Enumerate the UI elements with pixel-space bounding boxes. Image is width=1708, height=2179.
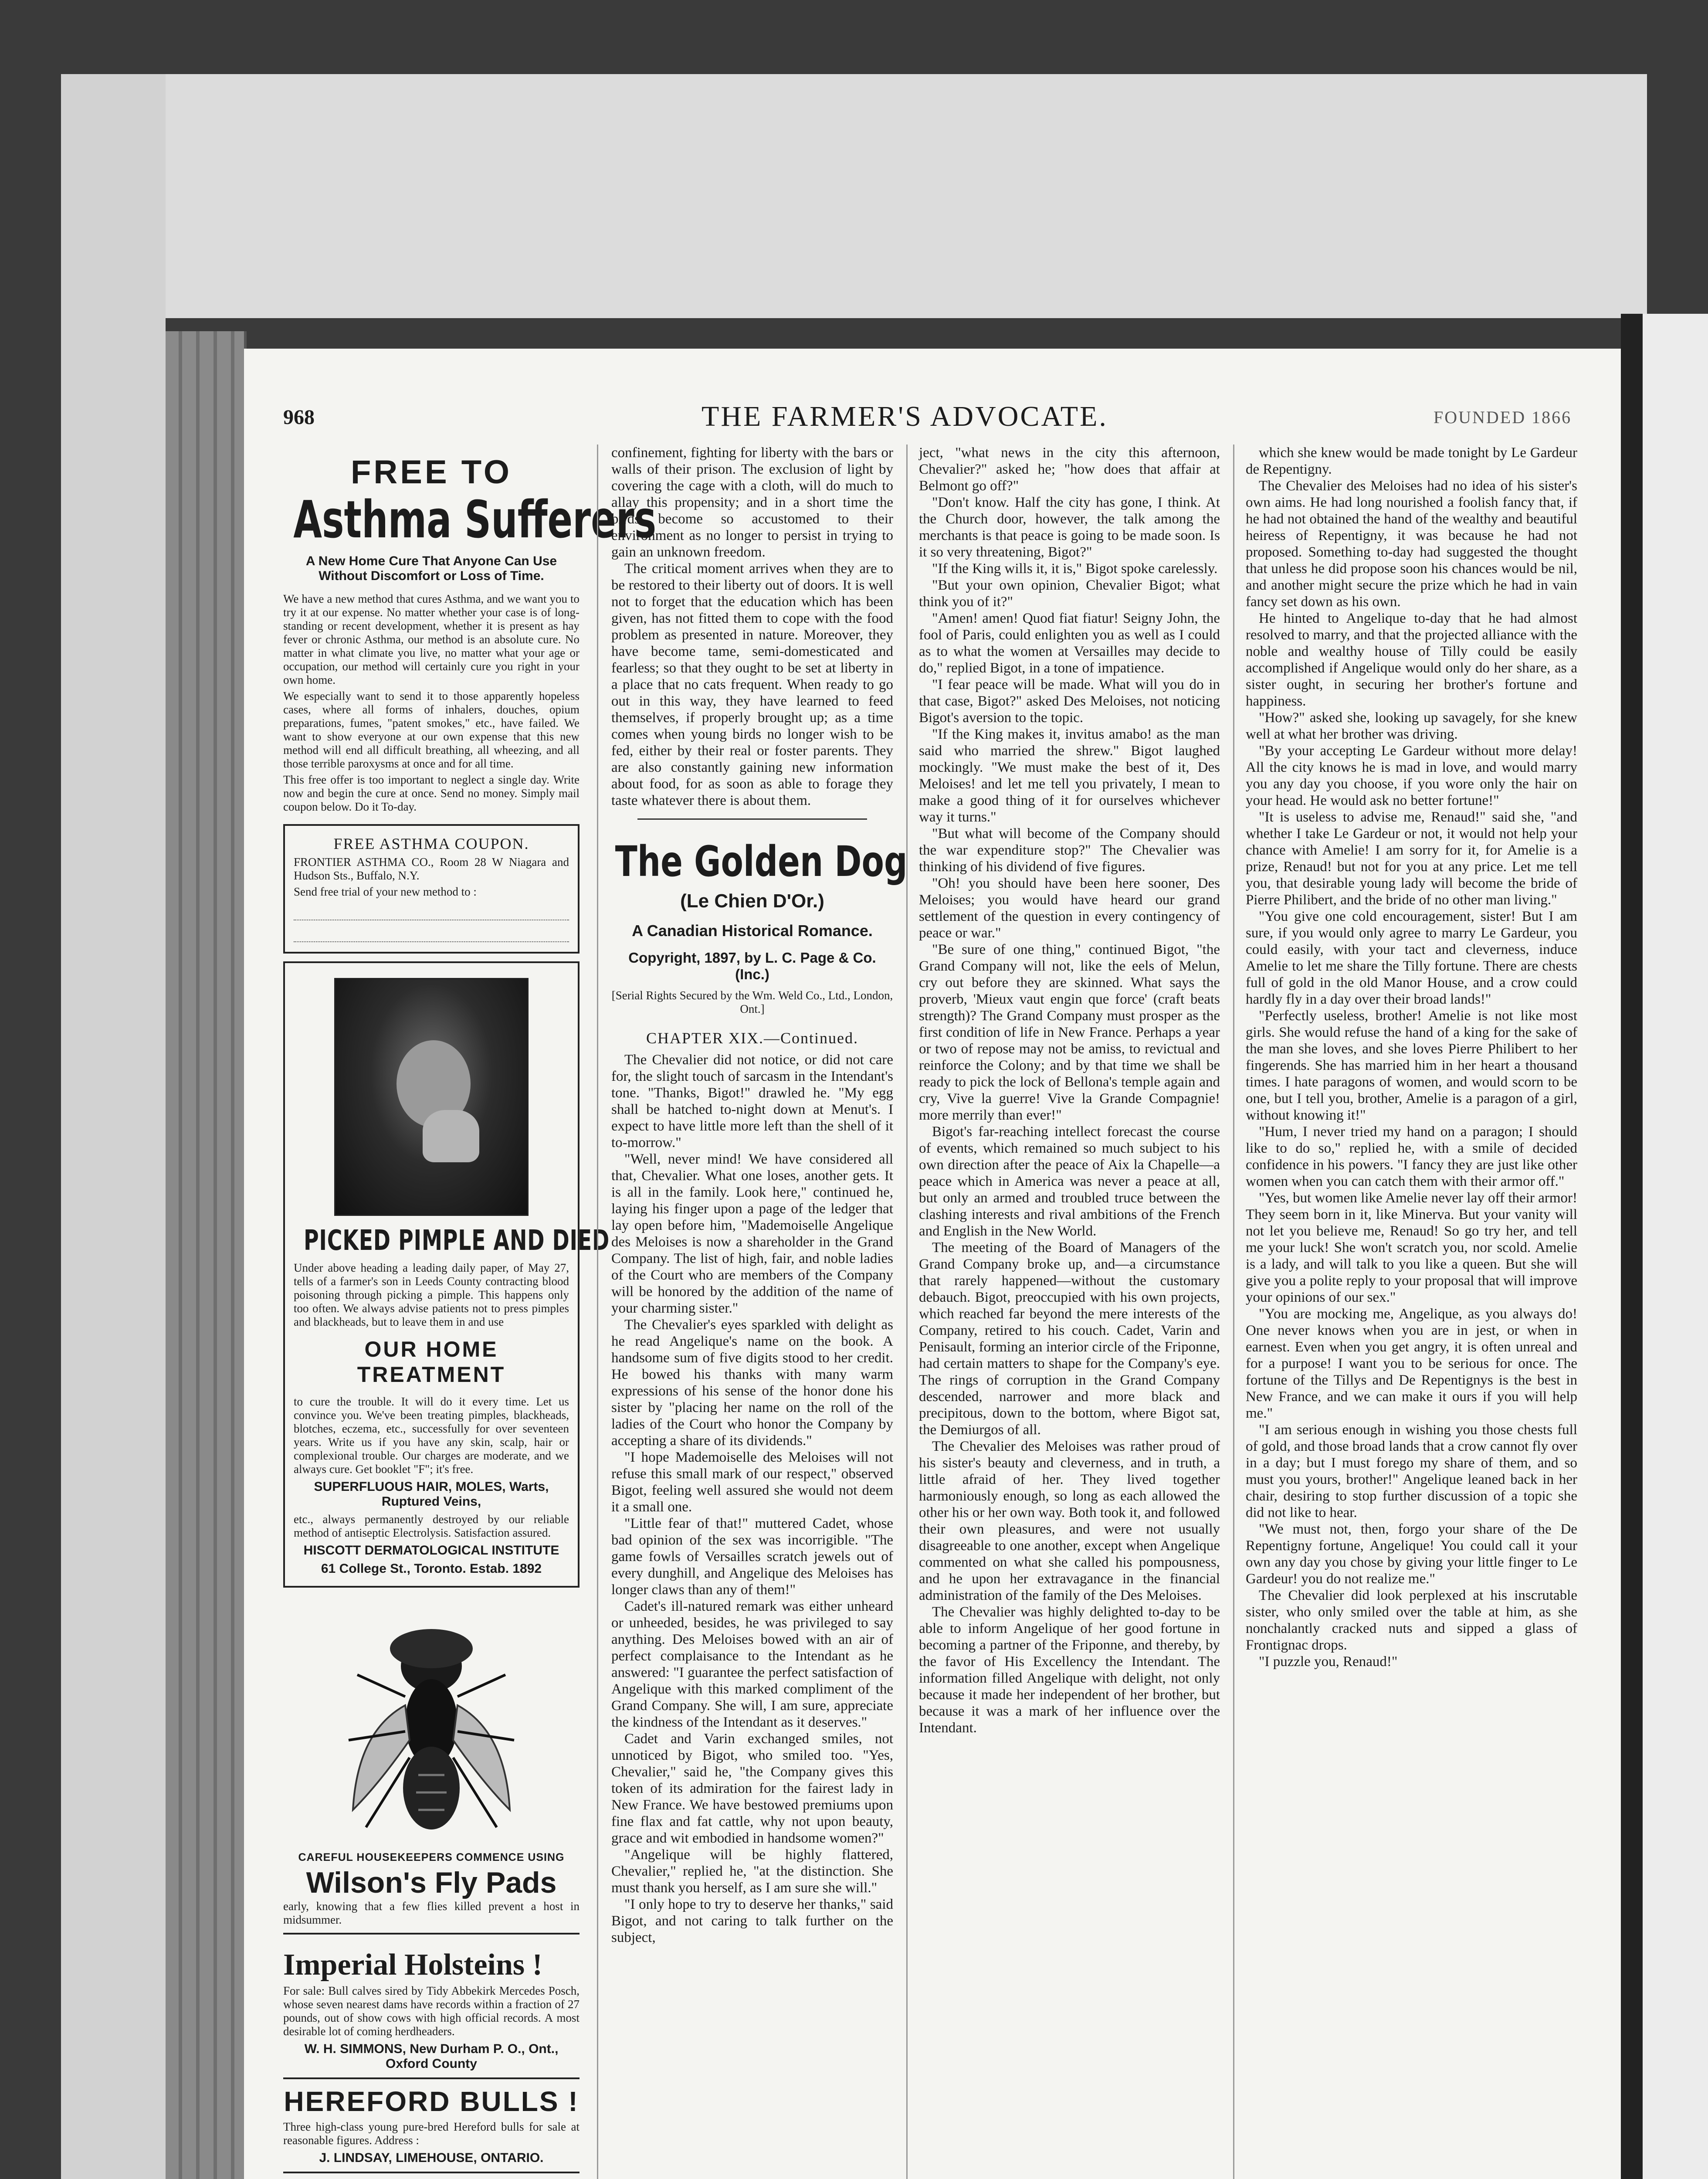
- scan-border-top: [61, 74, 1647, 318]
- story-paragraph: "I only hope to try to deserve her thanks," said Bigot, and not caring to talk further on the subject,: [611, 1897, 893, 1945]
- article-text: confinement, fighting for liberty with the bars or walls of their prison. The exclusion of light by covering the cage with a cloth, will do much to allay this propensity; and in a short time the birds become so accustomed to their environment as no longer to persist in trying to gain an unknown freedom.: [611, 445, 893, 560]
- story-column-1: [597, 445, 908, 2179]
- story-paragraph: "I hope Mademoiselle des Meloises will not refuse this small mark of our respect," observed Bigot, feeling well assured she would not deem it a small one.: [611, 1449, 893, 1515]
- holsteins-ad: [283, 1948, 580, 2071]
- story-paragraph: which she knew would be made tonight by Le Gardeur de Repentigny.: [1246, 445, 1577, 477]
- story-paragraphs: [611, 1052, 893, 1946]
- asthma-subhead: A New Home Cure That Anyone Can Use Without Discomfort or Loss of Time.: [305, 554, 557, 583]
- story-paragraph: "If the King makes it, invitus amabo! as the man said who married the shrew." Bigot laughed mockingly. "We must make the best of it, Des Meloises! and let me tell you privately, I mean to make a good thing of it for ourselves whichever way it turns.": [919, 726, 1220, 825]
- adjacent-page-edge: [1643, 314, 1708, 2179]
- story-paragraph: "Yes, but women like Amelie never lay off their armor! They seem born in it, like Minerva. But your vanity will not let you believe me, Renaud! So go try her, and tell me your luck! She won't scratch you, nor scold. Amelie is a lady, and will talk to you like a queen. But she will give you a polite reply to your proposal that will improve your opinions of our sex.": [1246, 1190, 1577, 1305]
- story-paragraph: He hinted to Angelique to-day that he had almost resolved to marry, and that the projected alliance with the noble and wealthy house of Tilly could be easily accomplished if Angelique would only do her share, as a sister ought, in securing her brother's fortune and happiness.: [1246, 611, 1577, 709]
- story-paragraphs: [919, 445, 1220, 1736]
- home-treatment-heading: OUR HOME TREATMENT: [357, 1337, 506, 1387]
- story-paragraph: "Perfectly useless, brother! Amelie is not like most girls. She would refuse the hand of a king for the sake of the man she loves, and she loves Pierre Philibert to her fingerends. She has married him in her heart a thousand times. I hate paragons of women, and would scorn to be one, but I tell you, brother, Amelie is a paragon of a girl, without knowing it!": [1246, 1008, 1577, 1123]
- story-paragraph: The Chevalier's eyes sparkled with delight as he read Angelique's name on the book. A handsome sum of five digits stood to her credit. He bowed his thanks with many warm expressions of his sense of the honor done his sister by "placing her name on the roll of the ladies of the Court who honor the Company by accepting a share of its dividends.": [611, 1317, 893, 1449]
- hereford-headline: HEREFORD BULLS !: [284, 2086, 579, 2117]
- story-paragraph: Bigot's far-reaching intellect forecast the course of events, which remained so much subject to his own direction after the peace of Aix la Chapelle—a peace which in America was never a peace at all, but only an armed and troubled truce between the clashing interests and rival ambitions of the French and English in the New World.: [919, 1124, 1220, 1239]
- story-paragraph: The Chevalier was highly delighted to-day to be able to inform Angelique of her good fortune in becoming a partner of the Friponne, and thereby, by the favor of His Excellency the Intendant. The information filled Angelique with delight, not only because it made her independent of her brother, but because it was a mark of her influence over the Intendant.: [919, 1604, 1220, 1736]
- page-title: THE FARMER'S ADVOCATE.: [702, 401, 1108, 432]
- story-paragraph: ject, "what news in the city this afternoon, Chevalier?" asked he; "how does that affair at Belmont go off?": [919, 445, 1220, 494]
- coupon-blank-line: [294, 924, 569, 942]
- page-number: 968: [283, 406, 315, 429]
- story-paragraph: The Chevalier did not notice, or did not care for, the slight touch of sarcasm in the Intendant's tone. "Thanks, Bigot!" drawled he. "My egg shall be hatched to-night down at Menut's. I expect to have little more left than the shell of it to-morrow.": [611, 1052, 893, 1151]
- ad-divider: [283, 2172, 580, 2173]
- superfluous-hair-rest: etc., always permanently destroyed by our reliable method of antiseptic Electrolysis. Satisfaction assured.: [294, 1513, 569, 1539]
- asthma-ad: [283, 453, 657, 814]
- institute-address: 61 College St., Toronto. Estab. 1892: [321, 1561, 542, 1576]
- story-paragraph: "Amen! amen! Quod fiat fiatur! Seigny John, the fool of Paris, could enlighten you as well as I could as to what the women at Versailles may decide to do," replied Bigot, in a tone of impatience.: [919, 611, 1220, 676]
- pimple-ad: [283, 961, 610, 1588]
- story-subtitle: (Le Chien D'Or.): [680, 890, 824, 912]
- asthma-headline: Asthma Sufferers: [293, 489, 657, 550]
- holsteins-contact: W. H. SIMMONS, New Durham P. O., Ont., Oxford County: [304, 2042, 559, 2071]
- story-column-2: [906, 445, 1220, 2179]
- story-paragraph: "If the King wills it, it is," Bigot spoke carelessly.: [932, 561, 1218, 577]
- story-paragraph: The Chevalier did look perplexed at his inscrutable sister, who only smiled over the table at him, as she nonchalantly cracked nuts and sipped a glass of Frontignac drops.: [1246, 1588, 1577, 1653]
- story-paragraph: "You give one cold encouragement, sister! But I am sure, if you would only agree to marry Le Gardeur, you could easily, with your tact and cleverness, induce Amelie to let me share the Tilly fortune. There are chests full of gold in the old Manor House, and a crow could hardly fly in a day over their broad lands!": [1246, 909, 1577, 1007]
- story-paragraph: "It is useless to advise me, Renaud!" said she, "and whether I take Le Gardeur or not, it would not help your chance with Amelie! I am sorry for it, for Amelie is a prize, Renaud! but not for you at any price. Let me tell you, that desirable young lady will become the bride of Pierre Philibert, and the bride of no other man living.": [1246, 809, 1577, 908]
- chapter-heading: CHAPTER XIX.—Continued.: [646, 1029, 858, 1047]
- story-paragraph: "But your own opinion, Chevalier Bigot; what think you of it?": [919, 577, 1220, 610]
- story-paragraph: "But what will become of the Company should the war expenditure stop?" The Chevalier was thinking of his dividend of five figures.: [919, 826, 1220, 875]
- holsteins-headline: Imperial Holsteins !: [283, 1948, 542, 1982]
- story-paragraph: "Angelique will be highly flattered, Chevalier," replied he, "at the distinction. She must thank you herself, as I am sure she will.": [611, 1847, 893, 1896]
- section-divider: [637, 818, 867, 820]
- portrait-hand: [423, 1110, 479, 1162]
- superfluous-hair-line: SUPERFLUOUS HAIR, MOLES, Warts, Ruptured Veins,: [314, 1480, 549, 1509]
- coupon-blank-line: [294, 902, 569, 920]
- fly-pads-ad: [283, 1851, 580, 1927]
- story-copyright: Copyright, 1897, by L. C. Page & Co. (Inc.): [628, 950, 876, 982]
- hereford-contact: J. LINDSAY, LIMEHOUSE, ONTARIO.: [319, 2151, 544, 2165]
- coupon-instruction: Send free trial of your new method to :: [294, 885, 477, 898]
- story-column-3: [1233, 445, 1577, 2179]
- story-paragraph: "By your accepting Le Gardeur without more delay! All the city knows he is mad in love, and would marry you any day you choose, if you wore only the hair on your head. He would ask no better fortune!": [1246, 743, 1577, 808]
- holsteins-body: For sale: Bull calves sired by Tidy Abbekirk Mercedes Posch, whose seven nearest dams have records within a fraction of 27 pounds, out of show cows with high official records. A most desirable lot of coming herdheaders.: [283, 1984, 580, 2038]
- asthma-body-3: This free offer is too important to neglect a single day. Write now and begin the cure at once. Send no money. Simply mail coupon below. Do it To-day.: [283, 773, 580, 813]
- story-paragraphs: [1246, 445, 1577, 1670]
- woman-portrait-image: [334, 978, 529, 1216]
- story-paragraph: "Hum, I never tried my hand on a paragon; I should like to do so," replied he, with a smile of decided confidence in his powers. "I fancy they are just like other women when you can catch them with their armor off.": [1246, 1124, 1577, 1189]
- story-paragraph: The meeting of the Board of Managers of the Grand Company broke up, and—a circumstance that rarely happened—without the customary debauch. Bigot, preoccupied with his own projects, which reached far beyond the mere interests of the Company, retired to his couch. Cadet, Varin and Penisault, forming an interior circle of the Friponne, had certain matters to shape for the Company's eye. The rings of corruption in the Grand Company descended, narrower and more black and precipitous, down to the bottom, where Bigot sat, the Demiurgos of all.: [919, 1240, 1220, 1438]
- story-tagline: A Canadian Historical Romance.: [632, 922, 873, 940]
- book-spine: [166, 331, 247, 2179]
- founded-line: FOUNDED 1866: [1434, 407, 1572, 427]
- institute-name: HISCOTT DERMATOLOGICAL INSTITUTE: [303, 1543, 559, 1558]
- fly-illustration: [283, 1601, 580, 1847]
- story-paragraph: Cadet and Varin exchanged smiles, not unnoticed by Bigot, who smiled too. "Yes, Chevalier," said he, "the Company gives this token of its admiration for the fairest lady in New France. We have bestowed premiums upon fine flax and fat cattle, why not upon beauty, grace and wit embodied in handsome women?": [611, 1731, 893, 1846]
- fly-pads-body: early, knowing that a few flies killed prevent a host in midsummer.: [283, 1900, 580, 1926]
- article-text: The critical moment arrives when they are to be restored to their liberty out of doors. It is well not to forget that the education which has been given, has not fitted them to cope with the food problem as presented in nature. Moreover, they have become tame, semi-domesticated and fearless; so that they ought to be set at liberty in a place that no cats frequent. When ready to go out in this way, they have learned to feed themselves, if properly brought up; as a time comes when young birds no longer wish to be fed, either by their real or foster parents. They are also constantly gaining new information about food, for as soon as able to forage they taste whatever there is about them.: [611, 561, 893, 808]
- story-paragraph: "We must not, then, forgo your share of the De Repentigny fortune, Angelique! You could call it your own any day you chose by giving your little finger to Le Gardeur! you do not realize me.": [1246, 1521, 1577, 1587]
- story-serial-rights: [Serial Rights Secured by the Wm. Weld Co., Ltd., London, Ont.]: [611, 989, 893, 1015]
- asthma-free-to: FREE TO: [351, 454, 512, 491]
- hereford-ad: [283, 2085, 580, 2165]
- asthma-coupon: [283, 824, 580, 954]
- hereford-body: Three high-class young pure-bred Hereford bulls for sale at reasonable figures. Address :: [283, 2120, 580, 2147]
- coupon-address: FRONTIER ASTHMA CO., Room 28 W Niagara and Hudson Sts., Buffalo, N.Y.: [294, 855, 569, 882]
- story-paragraph: "Be sure of one thing," continued Bigot, "the Grand Company will not, like the eels of Melun, cry out before they are skinned. What says the proverb, 'Mieux vaut engin que force' (craft beats strength)? The Grand Company must prosper as the first condition of life in New France. Perhaps a year or two of repose may not be amiss, to revictual and reinforce the Colony; and by that time we shall be ready to pick the lock of Bellona's temple again and cry, Vive la guerre! Vive la Grande Compagnie! more merrily than ever!": [919, 942, 1220, 1123]
- newspaper-page: [244, 349, 1621, 2179]
- story-paragraph: "Oh! you should have been here sooner, Des Meloises; you would have heard our grand settlement of the question in every contingency of peace or war.": [919, 876, 1220, 941]
- story-paragraph: "I am serious enough in wishing you those chests full of gold, and those broad lands that a crow cannot fly over in a day; but I must forego my share of them, and so must you yours, brother!" Angelique leaned back in her chair, desiring to stop further discussion of a topic she did not like to hear.: [1246, 1422, 1577, 1521]
- story-paragraph: "You are mocking me, Angelique, as you always do! One never knows when you are in jest, or when in earnest. Even when you get angry, it is often unreal and for a purpose! I want you to be serious for once. The fortune of the Tillys and De Repentignys is the best in New France, and we can make it ours if you will help me.": [1246, 1306, 1577, 1421]
- fly-careful-line: CAREFUL HOUSEKEEPERS COMMENCE USING: [298, 1851, 565, 1863]
- fly-pads-product: Wilson's Fly Pads: [306, 1866, 557, 1899]
- scan-border-left: [61, 74, 166, 2179]
- story-paragraph: "Little fear of that!" muttered Cadet, whose bad opinion of the sex was incorrigible. "The game fowls of Versailles scratch jewels out of every dunghill, and Angelique des Meloises has longer claws than any of them!": [611, 1516, 893, 1598]
- story-paragraph: The Chevalier des Meloises was rather proud of his sister's beauty and cleverness, and in truth, a little afraid of her. They lived together harmoniously enough, so long as each allowed the other his or her own way. Both took it, and followed their own pleasures, and were not usually disagreeable to one another, except when Angelique commented on what she called his pompousness, and he upon her extravagance in the financial administration of the family of the Des Meloises.: [919, 1439, 1220, 1603]
- fly-icon: [340, 1601, 523, 1845]
- story-paragraph: "Don't know. Half the city has gone, I think. At the Church door, however, the talk among the merchants is that peace is going to be made soon. Is it so very threatening, Bigot?": [919, 495, 1220, 560]
- story-paragraph: "Well, never mind! We have considered all that, Chevalier. What one loses, another gets. It is all in the family. Look here," continued he, laying his finger upon a page of the ledger that lay open before him, "Mademoiselle Angelique des Meloises is now a shareholder in the Grand Company. The list of high, fair, and noble ladies of the Court who are members of the Company will be honored by the addition of the name of your charming sister.": [611, 1151, 893, 1316]
- pimple-body: to cure the trouble. It will do it every time. Let us convince you. We've been treating pimples, blackheads, blotches, eczema, etc., successfully for over seventeen years. Write us if you have any skin, scalp, hair or complexional trouble. Our charges are moderate, and we always cure. Get booklet "F"; it's free.: [294, 1395, 569, 1476]
- story-paragraph: "I fear peace will be made. What will you do in that case, Bigot?" asked Des Meloises, not noticing Bigot's aversion to the topic.: [919, 677, 1220, 726]
- asthma-body-1: We have a new method that cures Asthma, and we want you to try it at our expense. No matter whether your case is of long-standing or recent development, whether it is present as hay fever or chronic Asthma, our method is an absolute cure. No matter in what climate you live, no matter what your age or occupation, our method will certainly cure you right in your own home.: [283, 592, 580, 686]
- ad-column: [283, 445, 657, 2179]
- story-paragraph: Cadet's ill-natured remark was either unheard or unheeded, besides, he was privileged to say anything. Des Meloises bowed with an air of perfect complaisance to the Intendant as he answered: "I guarantee the perfect satisfaction of Angelique with this marked compliment of the Grand Company. She will, I am sure, appreciate the kindness of the Intendant as it deserves.": [611, 1599, 893, 1730]
- story-paragraph: "I puzzle you, Renaud!": [1259, 1654, 1398, 1670]
- coupon-title: FREE ASTHMA COUPON.: [333, 835, 529, 852]
- asthma-body-2: We especially want to send it to those apparently hopeless cases, where all forms of inhalers, douches, opium preparations, fumes, "patent smokes," etc., have failed. We want to show everyone at our own expense that this new method will end all difficult breathing, all wheezing, and all those terrible paroxysms at once and for all time.: [283, 689, 580, 770]
- story-paragraph: The Chevalier des Meloises had no idea of his sister's own aims. He had long nourished a foolish fancy that, if he had not obtained the hand of the wealthy and beautiful heiress of Repentigny, it was because he had not proposed. Something to-day had suggested the thought that unless he did propose soon his chances would be nil, and another might secure the prize which he had in vain fancy set down as his own.: [1246, 478, 1577, 610]
- ad-divider: [283, 2077, 580, 2079]
- story-title: The Golden Dog: [615, 837, 908, 886]
- pimple-intro: Under above heading a leading daily paper, of May 27, tells of a farmer's son in Leeds County contracting blood poisoning through picking a pimple. This happens only too often. We always advise patients not to press pimples and blackheads, but to leave them in and use: [294, 1261, 569, 1328]
- ad-divider: [283, 1933, 580, 1935]
- story-paragraph: "How?" asked she, looking up savagely, for she knew well at what her brother was driving.: [1246, 710, 1577, 742]
- pimple-headline: PICKED PIMPLE AND DIED: [303, 1225, 610, 1257]
- page-header: [283, 397, 1582, 436]
